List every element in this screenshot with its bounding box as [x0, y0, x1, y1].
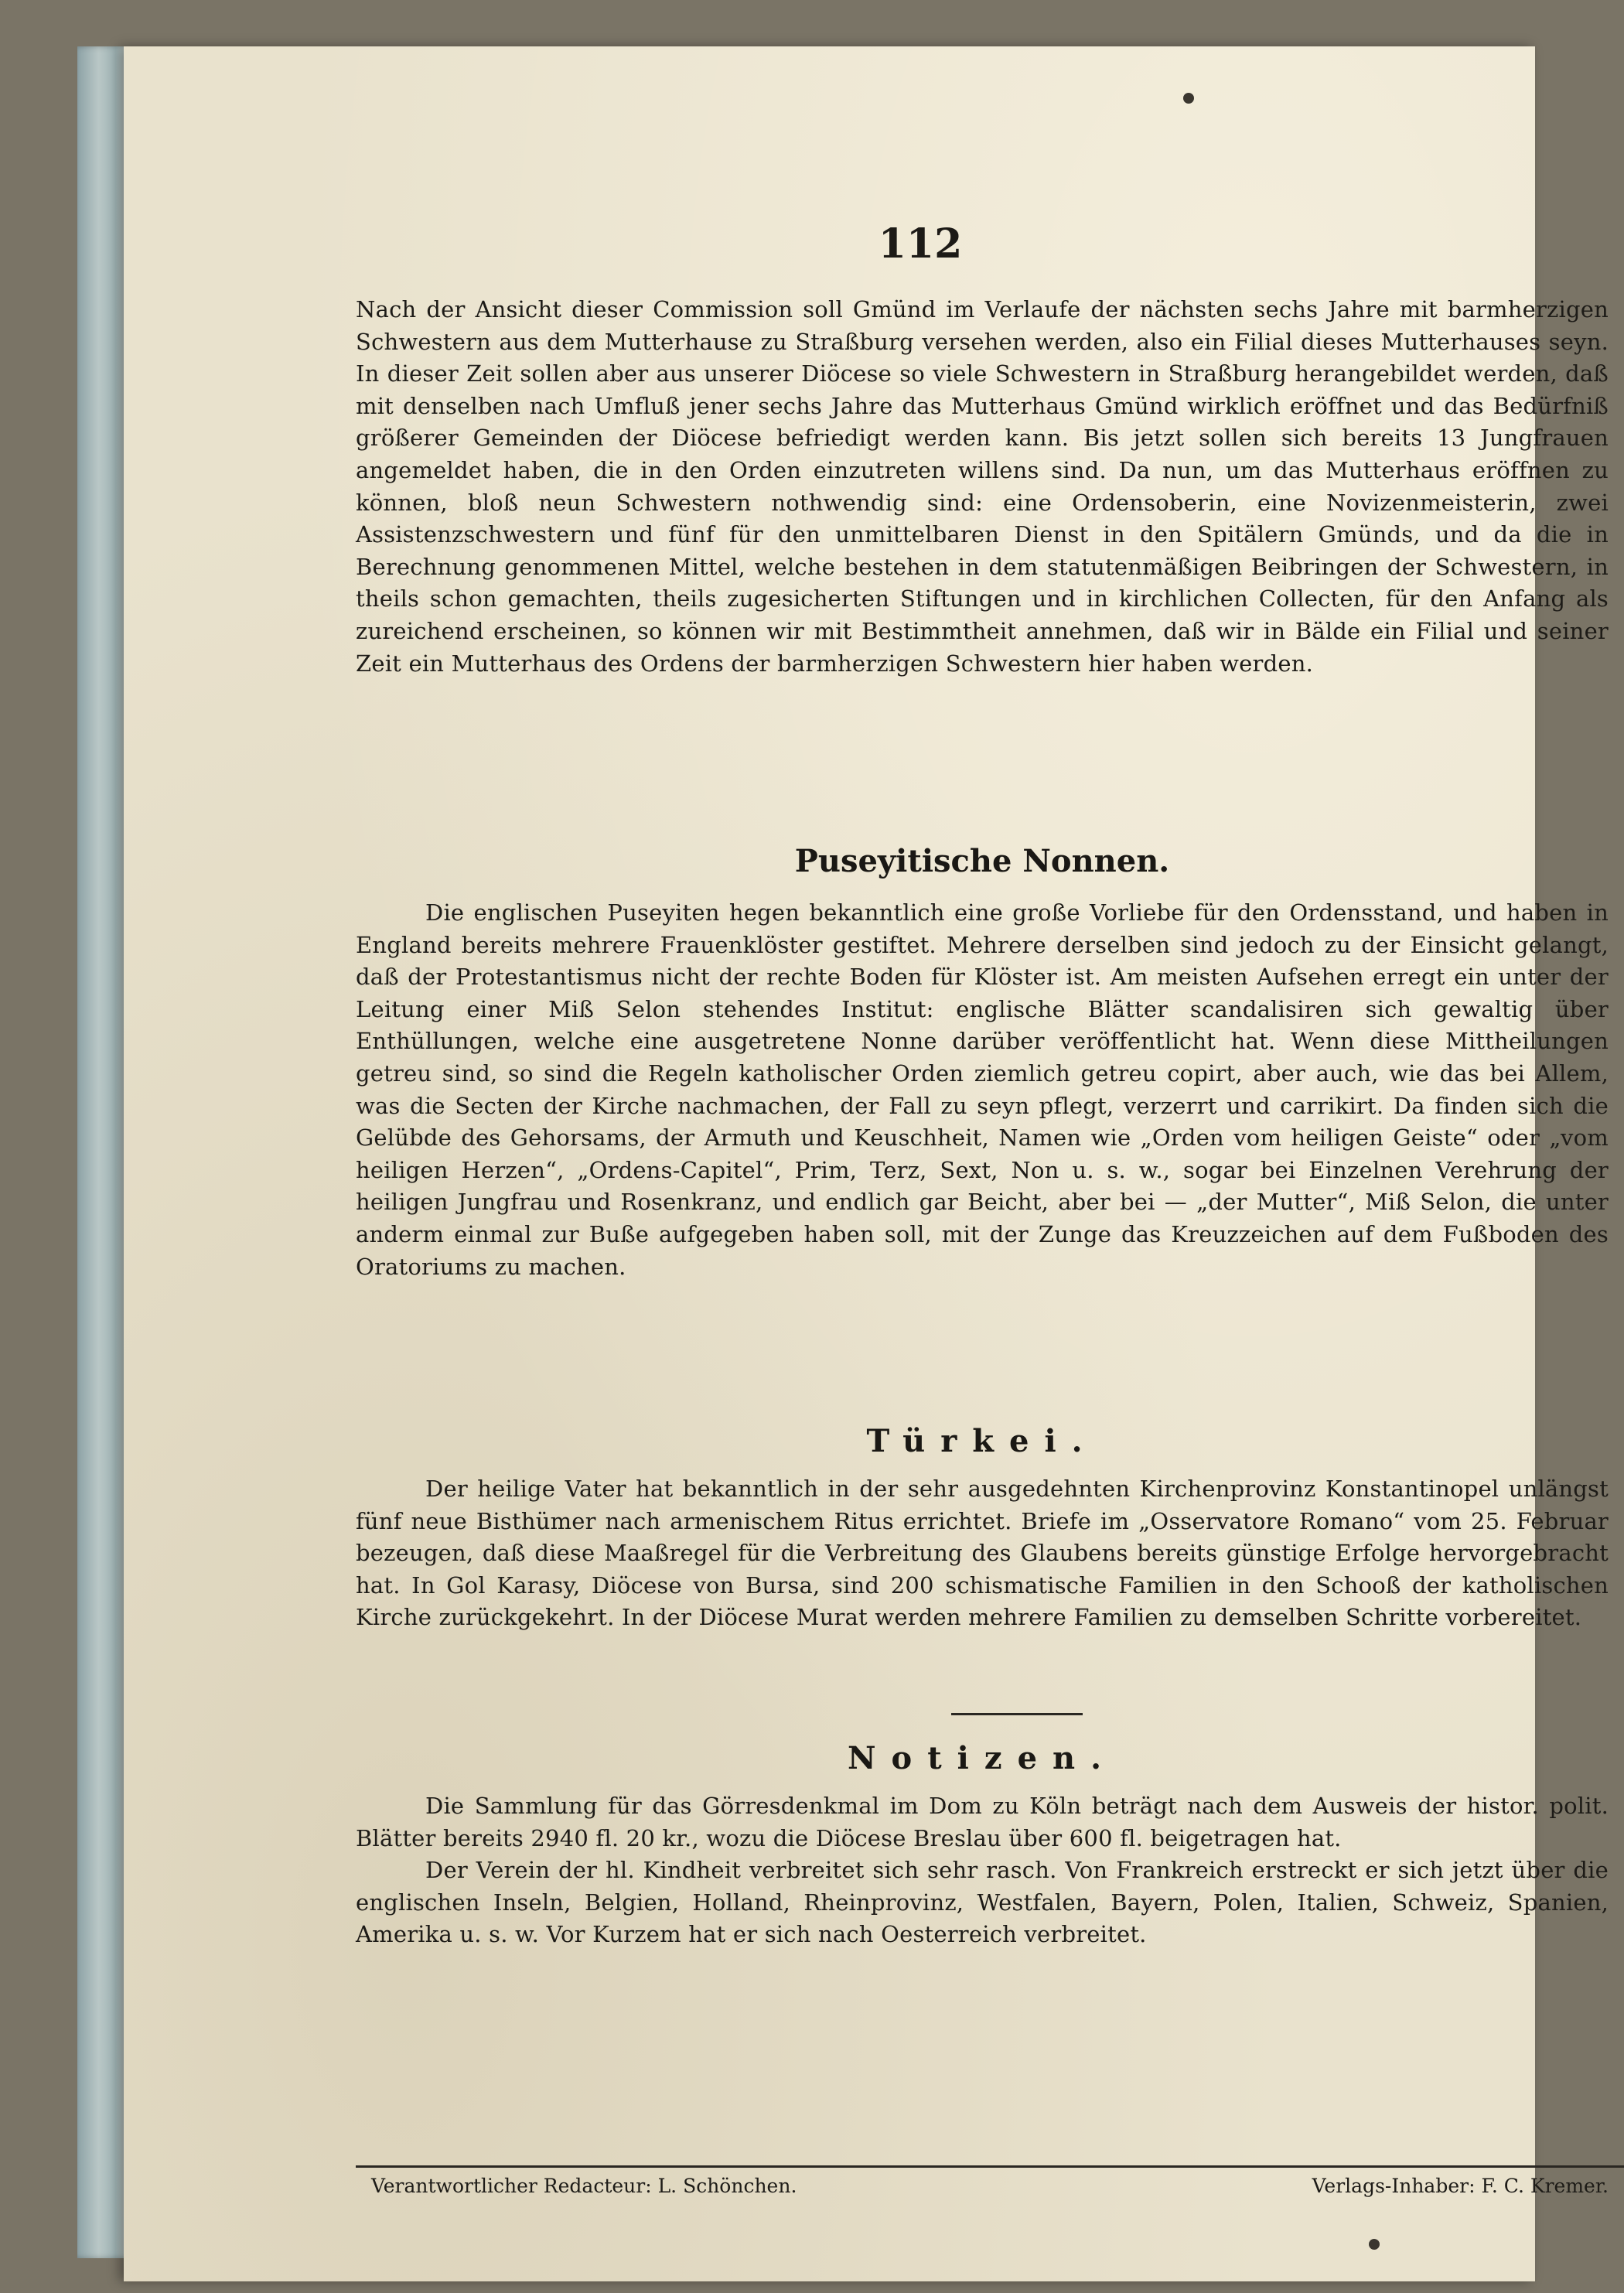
section-body-tuerkei [356, 1473, 1609, 1634]
ink-speck [1369, 2239, 1380, 2250]
section-title-notizen: Notizen. [847, 1740, 1117, 1776]
page-number: 112 [878, 220, 963, 268]
paragraph: Die Sammlung für das Görresdenkmal im Dom zu Köln beträgt nach dem Ausweis der histor. polit. Blätter bereits 2940 fl. 20 kr., wozu die Diöcese Breslau über 600 fl. beigetragen hat. [356, 1793, 1609, 1851]
footer-editor: Verantwortlicher Redacteur: L. Schönchen. [371, 2175, 797, 2197]
paragraph: Nach der Ansicht dieser Commission soll Gmünd im Verlaufe der nächsten sechs Jahre mit barmherzigen Schwestern aus dem Mutterhause zu Straßburg versehen werden, also ein Filial dieses Mutterhauses seyn. In dieser Zeit sollen aber aus unserer Diöcese so viele Schwestern in Straßburg herangebildet werden, daß mit denselben nach Umfluß jener sechs Jahre das Mutterhaus Gmünd wirklich eröffnet und das Bedürfniß größerer Gemeinden der Diöcese befriedigt werden kann. Bis jetzt sollen sich bereits 13 Jungfrauen angemeldet haben, die in den Orden einzutreten willens sind. Da nun, um das Mutterhaus eröffnen zu können, bloß neun Schwestern nothwendig sind: eine Ordensoberin, eine Novizenmeisterin, zwei Assistenzschwestern und fünf für den unmittelbaren Dienst in den Spitälern Gmünds, und da die in Berechnung genommenen Mittel, welche bestehen in dem statutenmäßigen Beibringen der Schwestern, in theils schon gemachten, theils zugesicherten Stiftungen und in kirchlichen Collecten, für den Anfang als zureichend erscheinen, so können wir mit Bestimmtheit annehmen, daß wir in Bälde ein Filial und seiner Zeit ein Mutterhaus des Ordens der barmherzigen Schwestern hier haben werden. [356, 296, 1609, 677]
paragraph: Der heilige Vater hat bekanntlich in der sehr ausgedehnten Kirchenprovinz Konstantinopel unlängst fünf neue Bisthümer nach armenischem Ritus errichtet. Briefe im „Osservatore Romano“ vom 25. Februar bezeugen, daß diese Maaßregel für die Verbreitung des Glaubens bereits günstige Erfolge hervorgebracht hat. In Gol Karasy, Diöcese von Bursa, sind 200 schismatische Familien in den Schooß der katholischen Kirche zurückgekehrt. In der Diöcese Murat werden mehrere Familien zu demselben Schritte vorbereitet. [356, 1476, 1609, 1631]
paragraph: Der Verein der hl. Kindheit verbreitet sich sehr rasch. Von Frankreich erstreckt er sich jetzt über die englischen Inseln, Belgien, Holland, Rheinprovinz, Westfalen, Bayern, Polen, Italien, Schweiz, Spanien, Amerika u. s. w. Vor Kurzem hat er sich nach Oesterreich verbreitet. [356, 1857, 1609, 1948]
paragraph: Die englischen Puseyiten hegen bekanntlich eine große Vorliebe für den Ordensstand, und haben in England bereits mehrere Frauenklöster gestiftet. Mehrere derselben sind jedoch zu der Einsicht gelangt, daß der Protestantismus nicht der rechte Boden für Klöster ist. Am meisten Aufsehen erregt ein unter der Leitung einer Miß Selon stehendes Institut: englische Blätter scandalisiren sich gewaltig über Enthüllungen, welche eine ausgetretene Nonne darüber veröffentlicht hat. Wenn diese Mittheilungen getreu sind, so sind die Regeln katholischer Orden ziemlich getreu copirt, aber auch, wie das bei Allem, was die Secten der Kirche nachmachen, der Fall zu seyn pflegt, verzerrt und carrikirt. Da finden sich die Gelübde des Gehorsams, der Armuth und Keuschheit, Namen wie „Orden vom heiligen Geiste“ oder „vom heiligen Herzen“, „Ordens-Capitel“, Prim, Terz, Sext, Non u. s. w., sogar bei Einzelnen Verehrung der heiligen Jungfrau und Rosenkranz, und endlich gar Beicht, aber bei — „der Mutter“, Miß Selon, die unter anderm einmal zur Buße aufgegeben haben soll, mit der Zunge das Kreuzzeichen auf dem Fußboden des Oratoriums zu machen. [356, 899, 1609, 1280]
first-paragraph-block [356, 294, 1609, 680]
ink-speck [1183, 93, 1194, 104]
section-divider [951, 1713, 1083, 1715]
section-body-notizen [356, 1790, 1609, 1951]
section-body-puseyitische-nonnen [356, 897, 1609, 1283]
section-title-tuerkei: Türkei. [866, 1423, 1098, 1459]
section-title-puseyitische-nonnen: Puseyitische Nonnen. [794, 843, 1170, 879]
footer-publisher: Verlags-Inhaber: F. C. Kremer. [1312, 2175, 1609, 2197]
footer-rule [356, 2165, 1624, 2168]
document-page [124, 46, 1609, 2281]
